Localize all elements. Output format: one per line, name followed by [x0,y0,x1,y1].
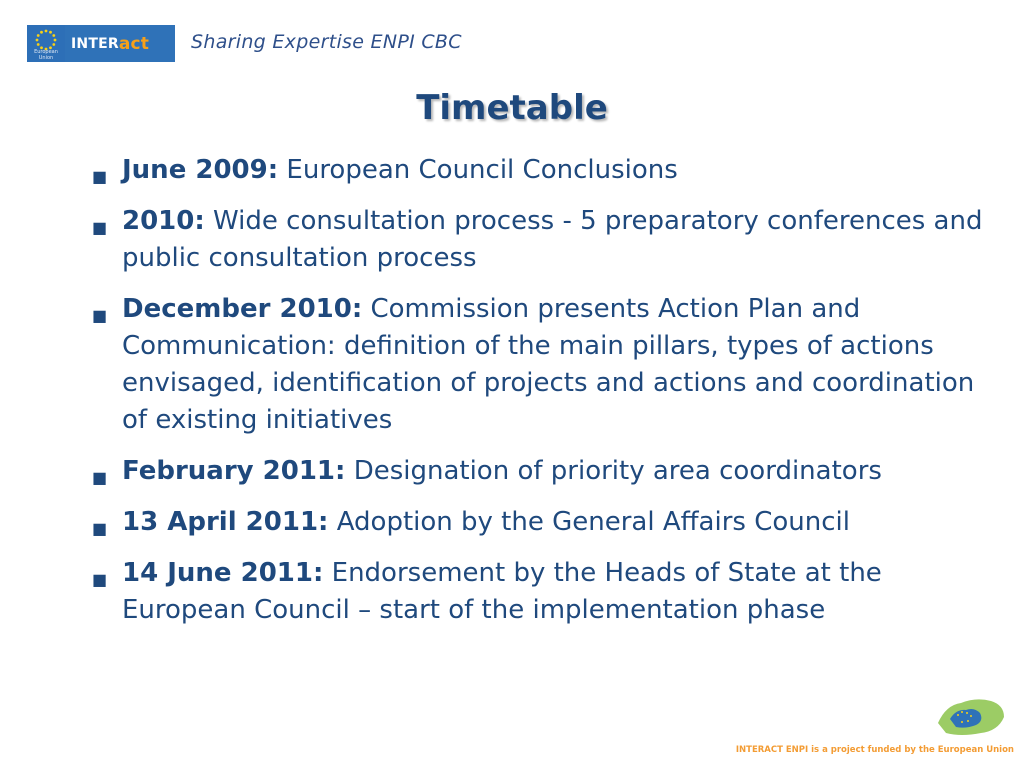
slide-title: Timetable [416,88,608,128]
item-text: Wide consultation process - 5 preparatory conferences and public consultation process [122,206,983,273]
interact-wordmark [65,25,175,62]
item-date: 14 June 2011: [122,558,324,588]
eu-caption: European Union [34,49,58,61]
tagline: Sharing Expertise ENPI CBC [191,31,462,53]
bullet-icon: ■ [92,306,108,325]
list-item [92,152,992,189]
list-item [92,453,992,490]
bullet-icon: ■ [92,218,108,237]
item-date: 2010: [122,206,205,236]
bullet-icon: ■ [92,570,108,589]
timetable-list [92,152,992,643]
item-date: 13 April 2011: [122,507,329,537]
bullet-icon: ■ [92,468,108,487]
bullet-icon: ■ [92,167,108,186]
item-text: Endorsement by the Heads of State at the European Council – start of the implementation phase [122,558,882,625]
europe-map-icon [936,693,1006,737]
item-text: Adoption by the General Affairs Council [336,507,850,537]
item-date: February 2011: [122,456,346,486]
footer-funding-note: INTERACT ENPI is a project funded by the European Union [735,745,1014,755]
list-item [92,203,992,277]
item-date: June 2009: [122,155,279,185]
item-text: European Council Conclusions [286,155,678,185]
interact-logo [27,25,175,62]
item-text: Commission presents Action Plan and Communication: definition of the main pillars, types of actions envisaged, identification of projects and actions and coordination of existing initiatives [122,294,975,435]
item-date: December 2010: [122,294,363,324]
bullet-icon: ■ [92,519,108,538]
list-item [92,504,992,541]
interact-wordmark-part2: act [118,33,150,54]
eu-flag-icon [27,25,65,62]
list-item [92,291,992,439]
list-item [92,555,992,629]
interact-wordmark-part1: INTER [71,35,119,52]
item-text: Designation of priority area coordinators [353,456,882,486]
